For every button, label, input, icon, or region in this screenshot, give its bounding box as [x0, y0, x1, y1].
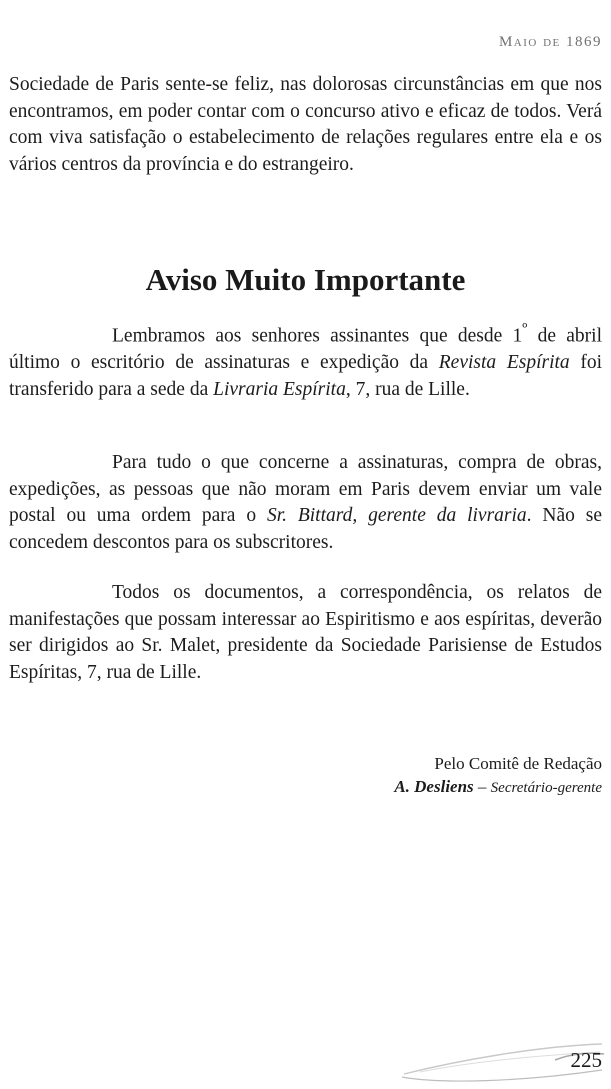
paragraph-text: . Não se concedem descontos para os subscritores.	[9, 505, 602, 553]
author-role: Secretário-gerente	[490, 780, 602, 796]
paragraph-subscribers	[9, 316, 602, 403]
bookstore-name: Livraria Espírita	[213, 378, 346, 400]
page-number: 225	[570, 1048, 602, 1072]
paragraph-text: de abril último o escritório de assinaturas e expedição da	[9, 325, 603, 373]
signature-separator: –	[473, 777, 491, 796]
paragraph-text: Todos os documentos, a correspondência, os relatos de manifestações que possam interessar ao Espiritismo e aos espíritas, deverão ser dirigidos ao Sr. Malet, presidente da Sociedade Parisiense de Estudos Espíritas, 7, rua de Lille.	[9, 582, 602, 683]
signature-committee: Pelo Comitê de Redação	[434, 754, 602, 773]
manager-name: Sr. Bittard, gerente da livraria	[266, 505, 527, 526]
signature-author	[394, 775, 602, 800]
running-header: Maio de 1869	[498, 34, 602, 50]
ordinal-marker: º	[522, 320, 528, 338]
paragraph-text: , 7, rua de Lille.	[345, 378, 470, 400]
paragraph-intro: Sociedade de Paris sente-se feliz, nas dolorosas circunstâncias em que nos encontramos, em poder contar com o concurso ativo e eficaz de todos. Verá com viva satisfação o estabelecimento de relações regulares entre ela e os vários centros da província e do estrangeiro.	[9, 74, 602, 175]
paragraph-text: Lembramos aos senhores assinantes que desde 1	[112, 325, 523, 347]
paragraph-text: Para tudo o que concerne a assinaturas, compra de obras, expedições, as pessoas que não moram em Paris devem enviar um vale postal ou uma ordem para o	[9, 452, 602, 526]
section-title: Aviso Muito Importante	[145, 262, 466, 297]
paragraph-text: foi transferido para a sede da	[9, 352, 603, 400]
journal-name: Revista Espírita	[438, 352, 570, 373]
paragraph-orders	[9, 450, 602, 556]
paragraph-correspondence	[9, 580, 602, 686]
author-name: A. Desliens	[394, 777, 474, 796]
